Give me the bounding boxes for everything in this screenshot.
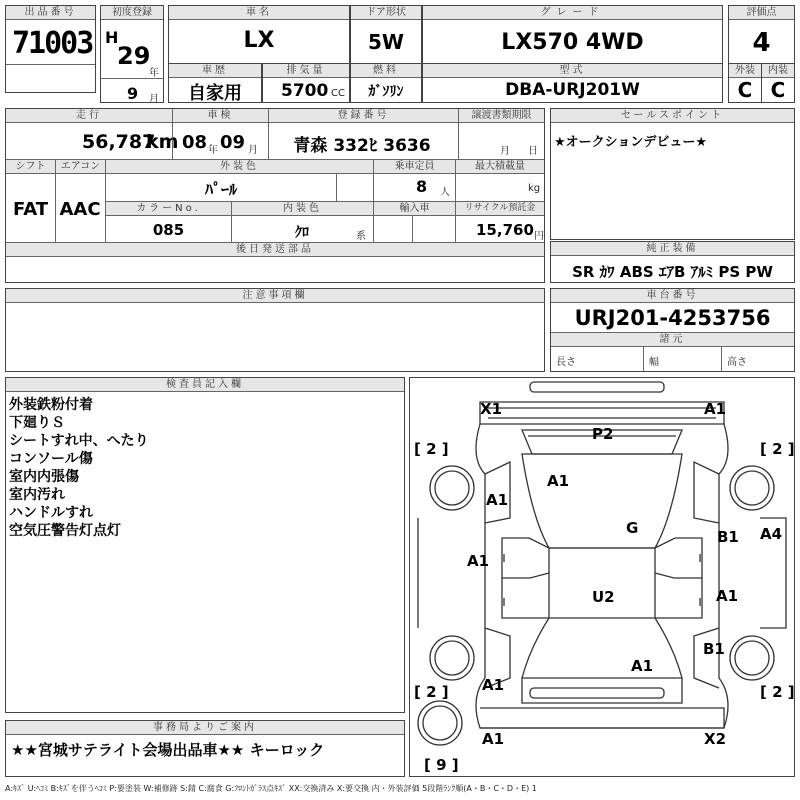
load-label: 最大積載量 bbox=[455, 160, 544, 174]
door-label: ドア形状 bbox=[351, 6, 421, 20]
mileage-unit: km bbox=[146, 131, 179, 153]
office-box bbox=[5, 720, 405, 777]
mark-bracket-top-right: [ 2 ] bbox=[760, 440, 795, 458]
first-reg-month: 9 bbox=[127, 84, 139, 103]
mark-a1-trunk: A1 bbox=[631, 657, 654, 675]
chassis-box bbox=[550, 288, 795, 372]
model: DBA-URJ201W bbox=[505, 80, 640, 100]
transfer-month-unit: 月 bbox=[500, 146, 510, 157]
mark-a1-right-door: A1 bbox=[716, 587, 739, 605]
note-line: シートすれ中、へたり bbox=[9, 433, 149, 449]
mark-g: G bbox=[626, 519, 639, 537]
chassis-number: URJ201-4253756 bbox=[574, 306, 771, 330]
recycle-unit: 円 bbox=[534, 231, 544, 242]
car-name: LX bbox=[243, 28, 275, 53]
displacement-unit: CC bbox=[331, 88, 345, 99]
mileage-label: 走行 bbox=[6, 109, 172, 123]
displacement: 5700 bbox=[281, 81, 329, 101]
lot-label: 出品番号 bbox=[6, 6, 95, 20]
note-line: 外装鉄粉付着 bbox=[9, 397, 93, 413]
inspection-label: 車検 bbox=[172, 109, 268, 123]
mark-bracket-bottom-left: [ 2 ] bbox=[414, 683, 449, 701]
capacity-label: 乗車定員 bbox=[373, 160, 455, 174]
note-line: コンソール傷 bbox=[9, 451, 93, 467]
capacity: 8 bbox=[416, 177, 428, 196]
score-box bbox=[728, 5, 795, 65]
equipment-label: 純正装備 bbox=[551, 242, 794, 256]
equipment-box bbox=[550, 241, 795, 283]
mark-a4: A4 bbox=[760, 525, 783, 543]
color: ﾊﾟｰﾙ bbox=[204, 180, 237, 199]
mark-b1-right-rear: B1 bbox=[703, 640, 725, 658]
legend: A:ｷｽﾞ U:ﾍｺﾐ B:ｷｽﾞを伴うﾍｺﾐ P:要塗装 W:補修跡 S:錆 C:腐食 G:ﾌﾛﾝﾄｶﾞﾗｽ点ｷｽﾞ XX:交換済み X:要交換 内・外装評価 5段階ﾗﾝｸ順(A・B・C・D・E) 1 bbox=[5, 784, 537, 793]
width-label: 幅 bbox=[649, 357, 659, 368]
int-color-unit: 系 bbox=[356, 231, 366, 242]
fuel: ｶﾞｿﾘﾝ bbox=[368, 84, 404, 100]
details-box bbox=[5, 108, 545, 283]
mileage: 56,787 bbox=[82, 131, 156, 153]
load-unit: kg bbox=[528, 183, 541, 194]
caution-box bbox=[5, 288, 545, 372]
mark-b1-right-front: B1 bbox=[717, 528, 739, 546]
insp-month-unit: 月 bbox=[248, 145, 258, 156]
shift: FAT bbox=[12, 199, 49, 220]
mark-a1-hood: A1 bbox=[547, 472, 570, 490]
interior-label: 内装 bbox=[762, 64, 794, 78]
int-color: ｸﾛ bbox=[295, 225, 309, 241]
mark-x2: X2 bbox=[704, 730, 727, 748]
first-reg-label: 初度登録 bbox=[101, 6, 163, 20]
inspector-label: 検査員記入欄 bbox=[6, 378, 404, 392]
car-name-label: 車名 bbox=[169, 6, 349, 20]
mark-u2: U2 bbox=[592, 588, 615, 606]
transfer-day-unit: 日 bbox=[528, 146, 538, 157]
inspector-notes bbox=[9, 396, 149, 540]
first-reg-year: 29 bbox=[117, 42, 151, 70]
capacity-unit: 人 bbox=[440, 187, 450, 198]
displacement-label: 排気量 bbox=[263, 64, 349, 78]
ac-label: エアコン bbox=[55, 160, 105, 174]
inspection-month: 09 bbox=[220, 132, 246, 153]
damage-diagram-box bbox=[409, 377, 795, 777]
model-label: 型式 bbox=[423, 64, 722, 78]
recycle: 15,760 bbox=[476, 221, 534, 239]
month-unit: 月 bbox=[149, 94, 159, 105]
sales-point-label: セールスポイント bbox=[551, 109, 794, 123]
length-label: 長さ bbox=[556, 357, 576, 368]
note-line: ハンドルすれ bbox=[9, 505, 93, 521]
door-box bbox=[350, 5, 422, 65]
equipment-items: SR ｶﾜ ABS ｴｱB ｱﾙﾐ PS PW bbox=[572, 263, 773, 281]
year-unit: 年 bbox=[149, 68, 159, 79]
mark-p2: P2 bbox=[592, 425, 614, 443]
office-label: 事務局よりご案内 bbox=[6, 721, 404, 735]
lot-number: 71003 bbox=[12, 26, 93, 61]
plate-label: 登録番号 bbox=[268, 109, 458, 123]
grade: LX570 4WD bbox=[501, 30, 644, 55]
mark-a1-top-right: A1 bbox=[704, 400, 727, 418]
score-label: 評価点 bbox=[729, 6, 794, 20]
inspector-box bbox=[5, 377, 405, 713]
lot-box bbox=[5, 5, 96, 93]
first-reg-era: H bbox=[105, 28, 119, 47]
first-reg-box bbox=[100, 5, 164, 103]
note-line: 空気圧警告灯点灯 bbox=[9, 523, 121, 539]
sales-point-box bbox=[550, 108, 795, 240]
height-label: 高さ bbox=[727, 357, 747, 368]
mark-a1-left-door: A1 bbox=[467, 552, 490, 570]
score: 4 bbox=[752, 28, 771, 58]
exterior-label: 外装 bbox=[729, 64, 761, 78]
color-no: 085 bbox=[152, 221, 185, 239]
sales-point-text: ★オークションデビュー★ bbox=[554, 135, 708, 150]
import-label: 輸入車 bbox=[373, 202, 455, 216]
later-parts-label: 後日発送部品 bbox=[6, 243, 544, 257]
caution-label: 注意事項欄 bbox=[6, 289, 544, 303]
insp-year-unit: 年 bbox=[208, 145, 218, 156]
exterior-box bbox=[728, 63, 762, 103]
recycle-label: リサイクル預託金 bbox=[455, 202, 544, 216]
chassis-label: 車台番号 bbox=[551, 289, 794, 303]
note-line: 室内汚れ bbox=[9, 487, 65, 503]
note-line: 室内内張傷 bbox=[9, 469, 79, 485]
exterior-grade: C bbox=[737, 78, 753, 102]
office-text: ★★宮城サテライト会場出品車★★ キーロック bbox=[11, 741, 325, 759]
displacement-box bbox=[262, 63, 350, 103]
ac: AAC bbox=[59, 199, 101, 220]
inspection-year: 08 bbox=[182, 132, 208, 153]
mark-a1-left-rear: A1 bbox=[482, 676, 505, 694]
spec-label: 諸元 bbox=[551, 332, 794, 347]
color-label: 外装色 bbox=[105, 160, 373, 174]
history-label: 車歴 bbox=[169, 64, 261, 78]
grade-box bbox=[422, 5, 723, 65]
door-type: 5W bbox=[368, 30, 404, 54]
mark-a1-left-front: A1 bbox=[486, 491, 509, 509]
mark-bracket-bottom: [ 9 ] bbox=[424, 756, 459, 774]
mark-bracket-top-left: [ 2 ] bbox=[414, 440, 449, 458]
history-box bbox=[168, 63, 262, 103]
mark-bracket-bottom-right: [ 2 ] bbox=[760, 683, 795, 701]
mark-x1: X1 bbox=[480, 400, 503, 418]
mark-a1-bottom-left: A1 bbox=[482, 730, 505, 748]
fuel-box bbox=[350, 63, 422, 103]
color-no-label: カラーNo. bbox=[106, 202, 231, 216]
interior-box bbox=[761, 63, 795, 103]
grade-label: グレード bbox=[423, 6, 722, 20]
int-color-label: 内装色 bbox=[231, 202, 373, 216]
model-box bbox=[422, 63, 723, 103]
history: 自家用 bbox=[188, 83, 242, 104]
interior-grade: C bbox=[770, 78, 786, 102]
transfer-label: 譲渡書類期限 bbox=[458, 109, 544, 123]
car-name-box bbox=[168, 5, 350, 65]
shift-label: シフト bbox=[6, 160, 55, 174]
note-line: 下廻りＳ bbox=[9, 415, 65, 431]
fuel-label: 燃料 bbox=[351, 64, 421, 78]
plate: 青森 332ﾋ 3636 bbox=[293, 136, 431, 156]
